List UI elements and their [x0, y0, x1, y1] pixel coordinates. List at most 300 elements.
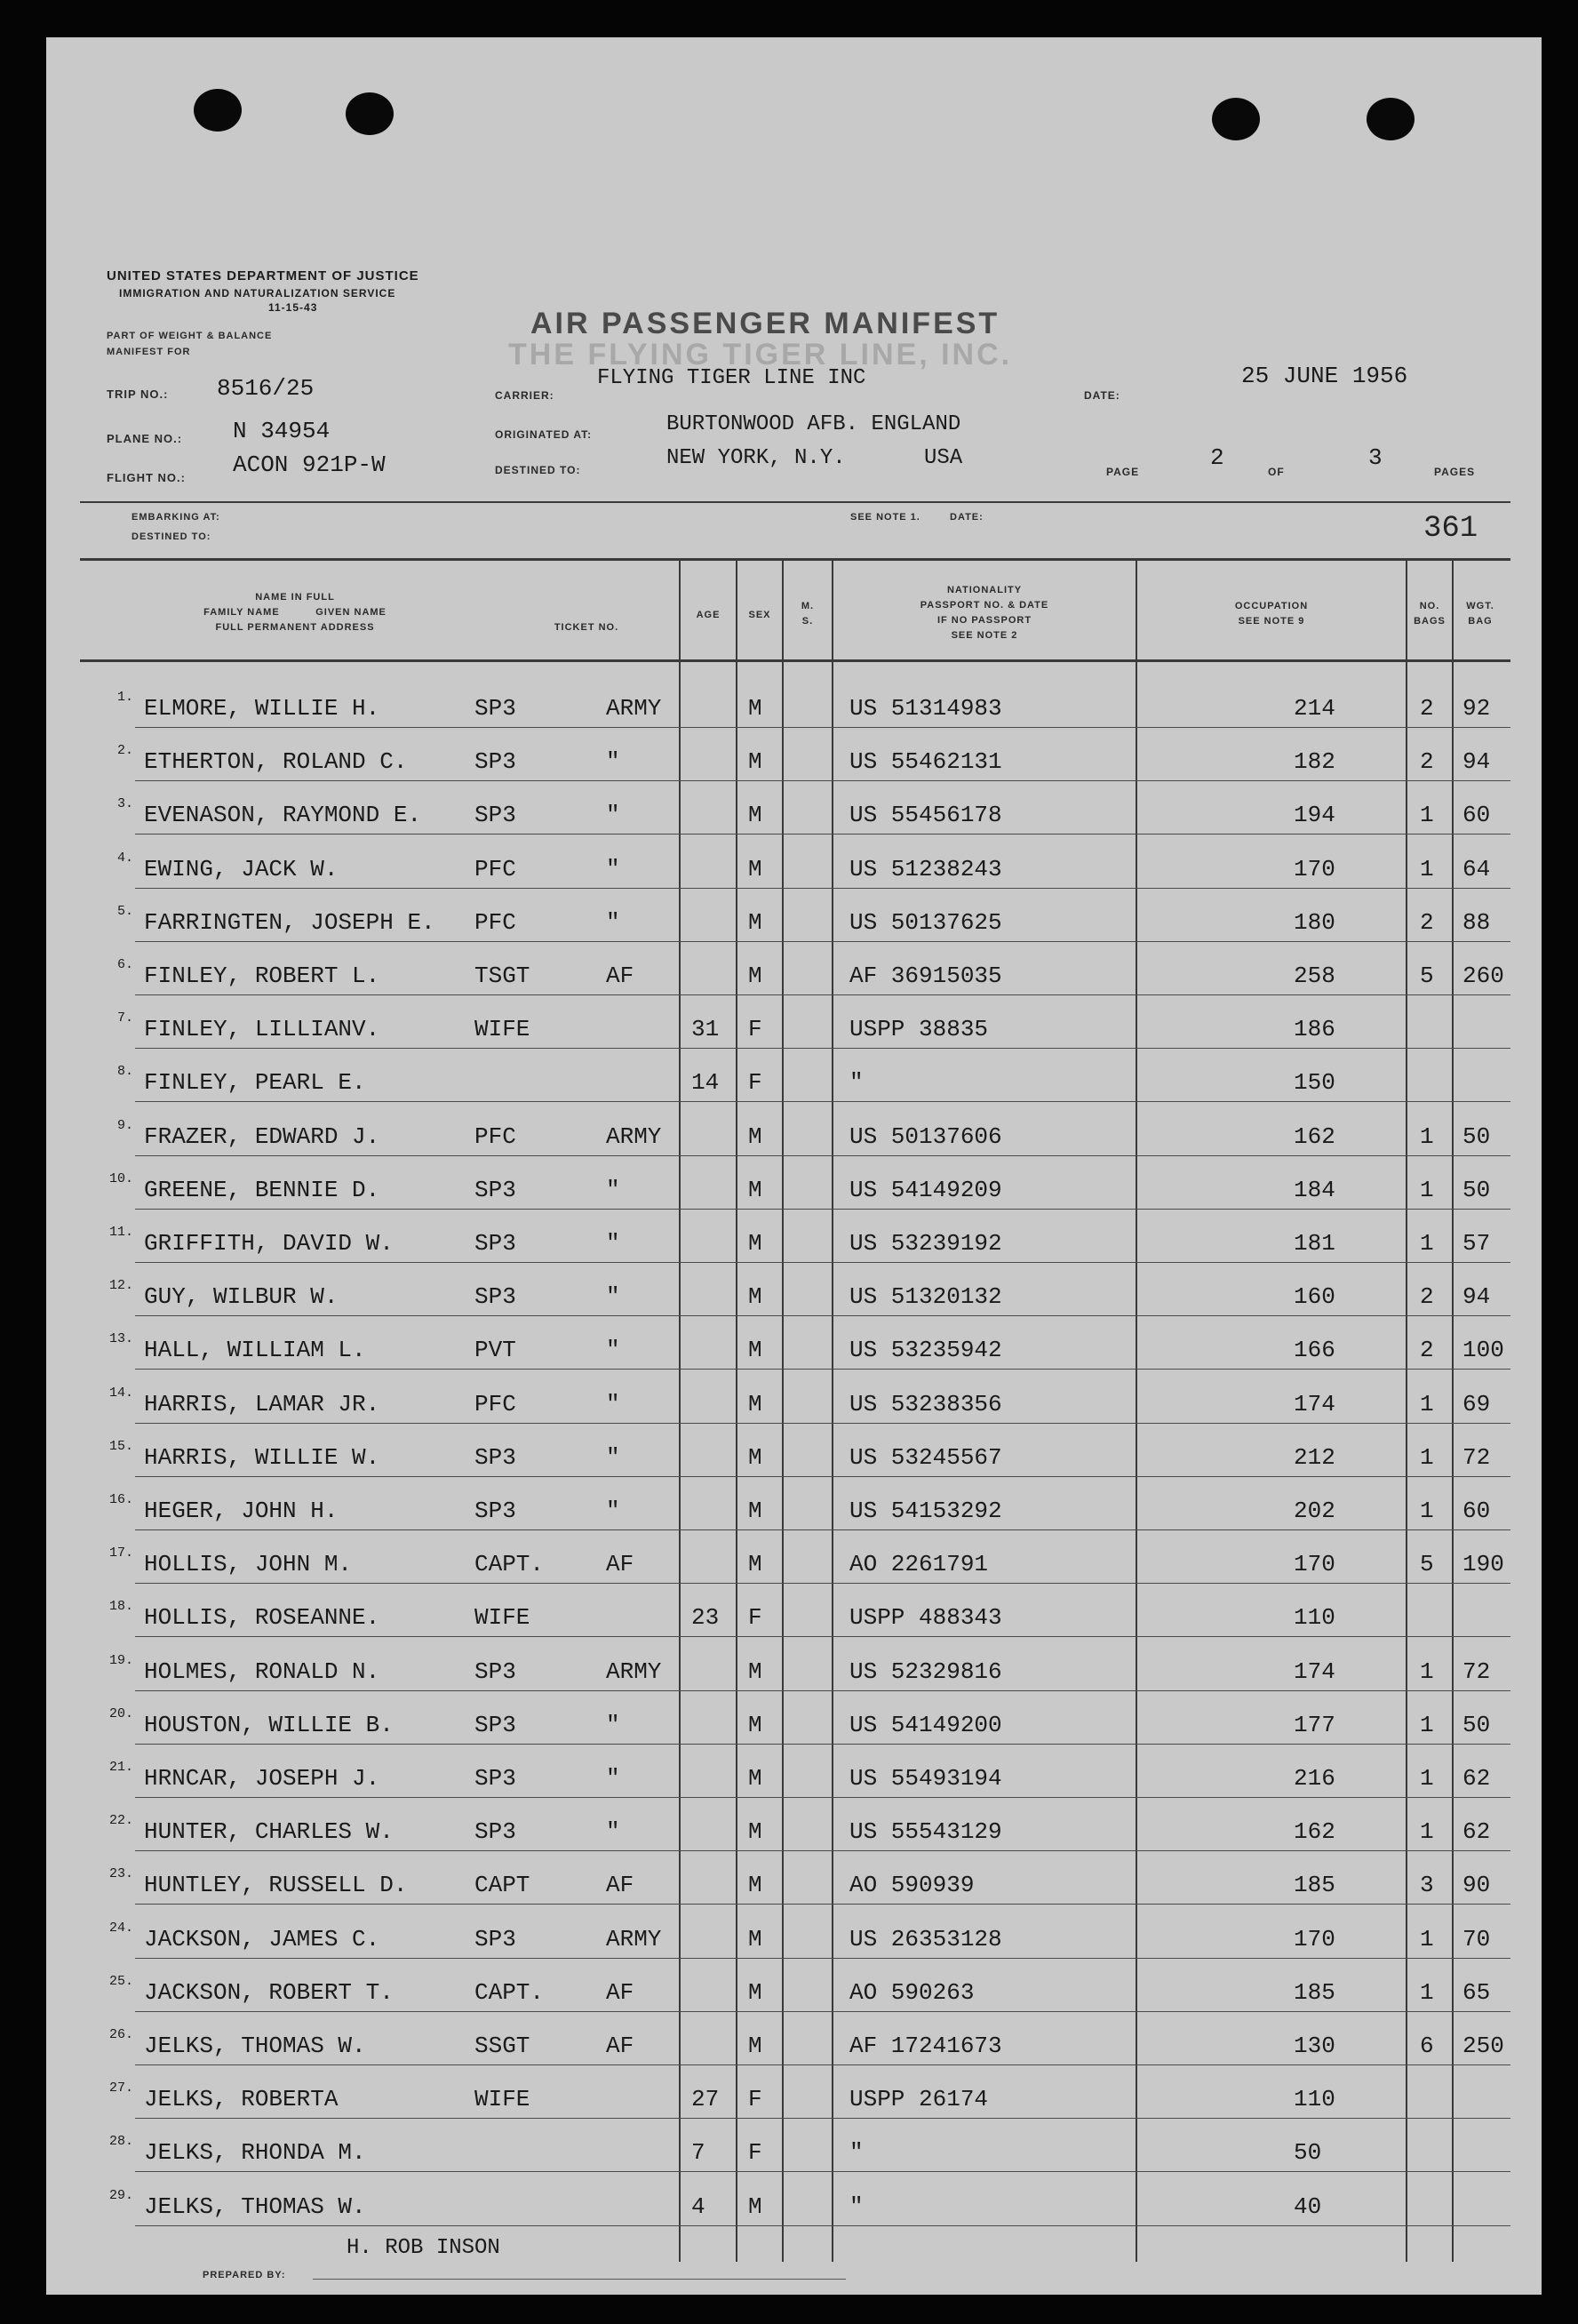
- punch-hole-4: [1367, 98, 1415, 140]
- passenger-name: JACKSON, ROBERT T.: [144, 1978, 394, 2006]
- passenger-sex: M: [748, 855, 762, 882]
- bag-count: 6: [1420, 2033, 1434, 2059]
- col-header-name-2: FAMILY NAME GIVEN NAME: [203, 607, 387, 618]
- bag-count: 3: [1420, 1872, 1434, 1899]
- passenger-sex: M: [748, 1818, 762, 1846]
- row-rule: [135, 888, 1510, 889]
- passport-number: AO 590263: [849, 1978, 975, 2006]
- col-header-ms: [784, 599, 832, 629]
- table-row: [46, 1908, 1542, 1961]
- bag-weight: 60: [1462, 802, 1491, 829]
- passenger-rank: SP3: [474, 1230, 516, 1257]
- row-number: 20.: [108, 1705, 133, 1721]
- passenger-weight: 174: [1294, 1657, 1335, 1685]
- row-number: 8.: [116, 1064, 133, 1080]
- passenger-weight: 40: [1294, 2192, 1322, 2220]
- passenger-rank: SP3: [474, 1657, 516, 1685]
- agency-line-2: IMMIGRATION AND NATURALIZATION SERVICE: [119, 287, 396, 299]
- passenger-rank: CAPT.: [474, 1551, 545, 1578]
- passenger-name: JACKSON, JAMES C.: [144, 1925, 380, 1953]
- passenger-age: 23: [691, 1604, 720, 1632]
- bag-weight: 190: [1462, 1551, 1504, 1578]
- row-rule: [135, 1850, 1510, 1851]
- bag-weight: 250: [1462, 2033, 1504, 2059]
- passenger-weight: 216: [1294, 1765, 1335, 1792]
- passenger-sex: M: [748, 1872, 762, 1899]
- table-row: [46, 1533, 1542, 1586]
- row-rule: [135, 994, 1510, 995]
- row-rule: [135, 1048, 1510, 1049]
- passenger-weight: 130: [1294, 2033, 1335, 2059]
- passenger-weight: 170: [1294, 1551, 1335, 1578]
- agency-line-3: 11-15-43: [268, 301, 318, 314]
- passenger-weight: 212: [1294, 1443, 1335, 1471]
- originated-label: ORIGINATED AT:: [495, 428, 593, 441]
- row-rule: [135, 1904, 1510, 1905]
- col-header-age: AGE: [696, 610, 721, 620]
- passenger-rank: WIFE: [474, 1604, 530, 1632]
- row-number: 15.: [108, 1438, 133, 1454]
- page-label: PAGE: [1106, 466, 1140, 478]
- ticket-number: ": [606, 908, 620, 936]
- ticket-number: AF: [606, 1872, 634, 1899]
- passenger-rank: SP3: [474, 695, 516, 722]
- col-header-ms-2: S.: [801, 616, 814, 627]
- passenger-rank: SP3: [474, 1765, 516, 1792]
- passenger-name: JELKS, THOMAS W.: [144, 2192, 366, 2220]
- passenger-sex: M: [748, 1176, 762, 1203]
- row-number: 1.: [116, 690, 133, 705]
- flight-number: ACON 921P-W: [233, 451, 386, 478]
- see-note-label: SEE NOTE 1.: [850, 512, 920, 523]
- table-row: [46, 2176, 1542, 2229]
- table-row: [46, 677, 1542, 731]
- ticket-number: ARMY: [606, 1122, 662, 1150]
- bag-count: 1: [1420, 1122, 1434, 1150]
- row-number: 3.: [116, 796, 133, 812]
- passenger-sex: M: [748, 962, 762, 989]
- passenger-sex: M: [748, 1765, 762, 1792]
- row-rule: [135, 1690, 1510, 1691]
- passenger-name: FINLEY, LILLIANV.: [144, 1016, 380, 1043]
- col-header-occ-2: SEE NOTE 9: [1238, 616, 1305, 627]
- passenger-rank: PFC: [474, 908, 516, 936]
- row-rule: [135, 2225, 1510, 2226]
- ticket-number: AF: [606, 1978, 634, 2006]
- punch-hole-3: [1212, 98, 1260, 140]
- passport-number: US 52329816: [849, 1657, 1002, 1685]
- passenger-weight: 50: [1294, 2139, 1322, 2167]
- passenger-rank: PVT: [474, 1337, 516, 1364]
- passenger-rank: SP3: [474, 1497, 516, 1524]
- passport-number: USPP 488343: [849, 1604, 1002, 1632]
- passenger-weight: 184: [1294, 1176, 1335, 1203]
- passenger-name: HOLLIS, ROSEANNE.: [144, 1604, 380, 1632]
- table-row: [46, 1961, 1542, 2015]
- passenger-weight: 110: [1294, 1604, 1335, 1632]
- passenger-weight: 185: [1294, 1872, 1335, 1899]
- table-row: [46, 1641, 1542, 1694]
- bag-count: 5: [1420, 1551, 1434, 1578]
- row-rule: [135, 2118, 1510, 2119]
- passenger-name: GUY, WILBUR W.: [144, 1283, 339, 1311]
- bag-count: 1: [1420, 1657, 1434, 1685]
- col-header-nationality: [833, 583, 1136, 643]
- col-header-nat-4: SEE NOTE 2: [951, 630, 1018, 641]
- passenger-sex: M: [748, 2033, 762, 2059]
- passenger-sex: M: [748, 908, 762, 936]
- ticket-number: ": [606, 1337, 620, 1364]
- passport-number: AO 590939: [849, 1872, 975, 1899]
- passenger-name: JELKS, THOMAS W.: [144, 2033, 366, 2059]
- passenger-sex: F: [748, 1604, 762, 1632]
- bag-weight: 88: [1462, 908, 1491, 936]
- row-rule: [135, 1369, 1510, 1370]
- passenger-name: FINLEY, ROBERT L.: [144, 962, 380, 989]
- bag-weight: 94: [1462, 748, 1491, 776]
- passenger-weight: 162: [1294, 1818, 1335, 1846]
- passenger-name: FRAZER, EDWARD J.: [144, 1122, 380, 1150]
- bag-weight: 100: [1462, 1337, 1504, 1364]
- table-row: [46, 1106, 1542, 1159]
- passport-number: US 51314983: [849, 695, 1002, 722]
- passenger-rank: SP3: [474, 1176, 516, 1203]
- bag-count: 2: [1420, 1337, 1434, 1364]
- passenger-weight: 150: [1294, 1069, 1335, 1097]
- date-value: 25 JUNE 1956: [1241, 363, 1408, 389]
- passenger-name: HOLLIS, JOHN M.: [144, 1551, 353, 1578]
- passenger-rank: CAPT.: [474, 1978, 545, 2006]
- bag-weight: 72: [1462, 1657, 1491, 1685]
- ticket-number: ": [606, 1176, 620, 1203]
- table-header-bottom-line: [80, 659, 1510, 662]
- prepared-by-value: H. ROB INSON: [347, 2236, 500, 2260]
- passport-number: US 51320132: [849, 1283, 1002, 1311]
- table-row: [46, 1266, 1542, 1319]
- passport-number: AO 2261791: [849, 1551, 989, 1578]
- ticket-number: ": [606, 802, 620, 829]
- table-row: [46, 2121, 1542, 2175]
- agency-line-1: UNITED STATES DEPARTMENT OF JUSTICE: [107, 268, 419, 284]
- passport-number: US 53245567: [849, 1443, 1002, 1471]
- passenger-name: FARRINGTEN, JOSEPH E.: [144, 908, 435, 936]
- row-number: 13.: [108, 1331, 133, 1347]
- passenger-rank: SP3: [474, 1443, 516, 1471]
- row-rule: [135, 727, 1510, 728]
- passenger-name: JELKS, RHONDA M.: [144, 2139, 366, 2167]
- bag-weight: 90: [1462, 1872, 1491, 1899]
- row-number: 24.: [108, 1920, 133, 1936]
- bag-weight: 60: [1462, 1497, 1491, 1524]
- col-header-nat-2: PASSPORT NO. & DATE: [920, 600, 1049, 611]
- ticket-number: ": [606, 1443, 620, 1471]
- col-header-wgt: [1454, 599, 1507, 629]
- bag-weight: 50: [1462, 1711, 1491, 1738]
- row-number: 7.: [116, 1010, 133, 1026]
- passenger-sex: M: [748, 1551, 762, 1578]
- col-header-ms-1: M.: [801, 601, 815, 611]
- table-row: [46, 784, 1542, 837]
- passport-number: US 54149200: [849, 1711, 1002, 1738]
- passenger-sex: M: [748, 802, 762, 829]
- row-rule: [135, 1797, 1510, 1798]
- flight-label: FLIGHT NO.:: [107, 471, 186, 484]
- ticket-number: ARMY: [606, 1657, 662, 1685]
- passenger-name: EVENASON, RAYMOND E.: [144, 802, 422, 829]
- date2-label: DATE:: [950, 512, 984, 523]
- bag-weight: 62: [1462, 1765, 1491, 1792]
- col-header-sex: SEX: [748, 610, 771, 620]
- passport-number: USPP 26174: [849, 2086, 989, 2113]
- col-header-occ-1: OCCUPATION: [1234, 601, 1309, 611]
- ticket-number: ARMY: [606, 695, 662, 722]
- table-row: [46, 1801, 1542, 1854]
- row-rule: [135, 1262, 1510, 1263]
- row-number: 19.: [108, 1652, 133, 1668]
- passenger-rank: CAPT: [474, 1872, 530, 1899]
- table-row: [46, 1426, 1542, 1480]
- passenger-sex: M: [748, 2192, 762, 2220]
- row-rule: [135, 1101, 1510, 1102]
- passenger-rank: SP3: [474, 1283, 516, 1311]
- row-rule: [135, 1423, 1510, 1424]
- passport-number: US 26353128: [849, 1925, 1002, 1953]
- row-rule: [135, 1744, 1510, 1745]
- table-row: [46, 838, 1542, 891]
- passenger-weight: 110: [1294, 2086, 1335, 2113]
- embarking-label: EMBARKING AT:: [132, 512, 220, 523]
- row-number: 11.: [108, 1225, 133, 1240]
- table-row: [46, 731, 1542, 784]
- passenger-rank: PFC: [474, 1390, 516, 1418]
- passport-number: USPP 38835: [849, 1016, 989, 1043]
- of-pages-number: 3: [1368, 444, 1383, 471]
- passenger-name: HOLMES, RONALD N.: [144, 1657, 380, 1685]
- passenger-weight: 202: [1294, 1497, 1335, 1524]
- row-number: 25.: [108, 1973, 133, 1989]
- table-row: [46, 998, 1542, 1051]
- row-number: 18.: [108, 1599, 133, 1615]
- row-rule: [135, 780, 1510, 781]
- passenger-rank: WIFE: [474, 1016, 530, 1043]
- row-number: 21.: [108, 1760, 133, 1775]
- row-number: 6.: [116, 957, 133, 972]
- col-header-bags-1: NO.: [1419, 601, 1440, 611]
- passenger-weight: 180: [1294, 908, 1335, 936]
- passenger-sex: M: [748, 695, 762, 722]
- row-rule: [135, 2171, 1510, 2172]
- destined-label: DESTINED TO:: [495, 464, 581, 476]
- ticket-number: ": [606, 1818, 620, 1846]
- passport-number: US 53239192: [849, 1230, 1002, 1257]
- bag-weight: 50: [1462, 1176, 1491, 1203]
- passenger-rank: WIFE: [474, 2086, 530, 2113]
- row-number: 2.: [116, 743, 133, 759]
- row-number: 12.: [108, 1278, 133, 1294]
- passport-number: US 53238356: [849, 1390, 1002, 1418]
- table-row: [46, 891, 1542, 945]
- part-of-label-2: MANIFEST FOR: [107, 347, 191, 357]
- passenger-name: HALL, WILLIAM L.: [144, 1337, 366, 1364]
- table-row: [46, 1747, 1542, 1801]
- date-label: DATE:: [1084, 389, 1120, 402]
- table-row: [46, 1319, 1542, 1372]
- passenger-rank: SP3: [474, 1711, 516, 1738]
- passenger-sex: F: [748, 1069, 762, 1097]
- row-rule: [135, 941, 1510, 942]
- passenger-rank: SP3: [474, 1925, 516, 1953]
- row-number: 26.: [108, 2027, 133, 2042]
- table-row: [46, 2068, 1542, 2121]
- row-rule: [135, 1315, 1510, 1316]
- row-number: 17.: [108, 1545, 133, 1561]
- ticket-number: ": [606, 1230, 620, 1257]
- stamp-number: 361: [1423, 512, 1478, 546]
- bag-weight: 50: [1462, 1122, 1491, 1150]
- passport-number: US 55462131: [849, 748, 1002, 776]
- passport-number: ": [849, 2192, 864, 2220]
- col-header-bags-2: BAGS: [1414, 616, 1446, 627]
- passport-number: US 55543129: [849, 1818, 1002, 1846]
- header-divider: [80, 501, 1510, 503]
- passenger-sex: M: [748, 1337, 762, 1364]
- passenger-rank: SP3: [474, 802, 516, 829]
- passenger-name: GRIFFITH, DAVID W.: [144, 1230, 394, 1257]
- row-number: 4.: [116, 850, 133, 866]
- ticket-number: ": [606, 855, 620, 882]
- bag-weight: 65: [1462, 1978, 1491, 2006]
- bag-count: 1: [1420, 1765, 1434, 1792]
- bag-count: 2: [1420, 908, 1434, 936]
- originated-value: BURTONWOOD AFB. ENGLAND: [666, 412, 961, 436]
- passenger-rank: PFC: [474, 855, 516, 882]
- passenger-weight: 186: [1294, 1016, 1335, 1043]
- passenger-sex: F: [748, 2139, 762, 2167]
- row-number: 22.: [108, 1813, 133, 1829]
- bag-count: 1: [1420, 1176, 1434, 1203]
- passport-number: US 54153292: [849, 1497, 1002, 1524]
- passenger-name: HARRIS, LAMAR JR.: [144, 1390, 380, 1418]
- plane-label: PLANE NO.:: [107, 432, 183, 445]
- row-number: 27.: [108, 2080, 133, 2096]
- bag-weight: 62: [1462, 1818, 1491, 1846]
- row-number: 9.: [116, 1117, 133, 1133]
- col-header-nat-3: IF NO PASSPORT: [936, 615, 1032, 626]
- passport-number: ": [849, 2139, 864, 2167]
- passenger-weight: 177: [1294, 1711, 1335, 1738]
- punch-hole-1: [194, 89, 242, 132]
- page-number: 2: [1210, 444, 1224, 471]
- table-top-line: [80, 558, 1510, 561]
- passport-number: ": [849, 1069, 864, 1097]
- col-header-name: [126, 590, 464, 635]
- passenger-name: HUNTER, CHARLES W.: [144, 1818, 394, 1846]
- bag-count: 1: [1420, 1443, 1434, 1471]
- passenger-sex: F: [748, 1016, 762, 1043]
- bag-count: 1: [1420, 1497, 1434, 1524]
- ticket-number: ": [606, 1765, 620, 1792]
- passenger-sex: M: [748, 1283, 762, 1311]
- ticket-number: ": [606, 1497, 620, 1524]
- passenger-name: JELKS, ROBERTA: [144, 2086, 339, 2113]
- passenger-sex: F: [748, 2086, 762, 2113]
- col-header-bags: [1407, 599, 1452, 629]
- passenger-weight: 194: [1294, 802, 1335, 829]
- bag-weight: 69: [1462, 1390, 1491, 1418]
- passenger-age: 14: [691, 1069, 720, 1097]
- ticket-number: ": [606, 748, 620, 776]
- row-rule: [135, 1529, 1510, 1530]
- row-rule: [135, 834, 1510, 835]
- bag-count: 1: [1420, 855, 1434, 882]
- table-row: [46, 945, 1542, 998]
- passenger-weight: 170: [1294, 855, 1335, 882]
- passenger-age: 31: [691, 1016, 720, 1043]
- pages-label: PAGES: [1434, 466, 1476, 478]
- passenger-age: 4: [691, 2192, 705, 2220]
- plane-number: N 34954: [233, 418, 331, 444]
- passenger-weight: 181: [1294, 1230, 1335, 1257]
- passport-number: US 54149209: [849, 1176, 1002, 1203]
- punch-hole-2: [346, 92, 394, 135]
- row-number: 14.: [108, 1385, 133, 1401]
- ticket-number: ARMY: [606, 1925, 662, 1953]
- row-rule: [135, 1583, 1510, 1584]
- passport-number: US 55456178: [849, 802, 1002, 829]
- company-title: THE FLYING TIGER LINE, INC.: [508, 338, 1013, 371]
- passenger-weight: 170: [1294, 1925, 1335, 1953]
- passenger-age: 7: [691, 2139, 705, 2167]
- passport-number: US 50137625: [849, 908, 1002, 936]
- part-of-label-1: PART OF WEIGHT & BALANCE: [107, 331, 273, 341]
- prepared-by-line: [313, 2279, 846, 2280]
- table-row: [46, 1854, 1542, 1907]
- form-title: AIR PASSENGER MANIFEST: [530, 307, 1000, 340]
- passenger-sex: M: [748, 748, 762, 776]
- ticket-number: ": [606, 1390, 620, 1418]
- passenger-rank: SP3: [474, 1818, 516, 1846]
- passenger-rank: SP3: [474, 748, 516, 776]
- bag-weight: 64: [1462, 855, 1491, 882]
- passenger-name: GREENE, BENNIE D.: [144, 1176, 380, 1203]
- passenger-age: 27: [691, 2086, 720, 2113]
- passenger-name: ELMORE, WILLIE H.: [144, 695, 380, 722]
- bag-weight: 72: [1462, 1443, 1491, 1471]
- ticket-number: ": [606, 1283, 620, 1311]
- table-row: [46, 1373, 1542, 1426]
- bag-count: 1: [1420, 1925, 1434, 1953]
- row-rule: [135, 1476, 1510, 1477]
- row-number: 28.: [108, 2134, 133, 2150]
- row-rule: [135, 1958, 1510, 1959]
- passenger-weight: 166: [1294, 1337, 1335, 1364]
- passport-number: US 50137606: [849, 1122, 1002, 1150]
- passport-number: US 55493194: [849, 1765, 1002, 1792]
- bag-count: 1: [1420, 1978, 1434, 2006]
- table-row: [46, 1586, 1542, 1640]
- bag-count: 1: [1420, 802, 1434, 829]
- passenger-sex: M: [748, 1925, 762, 1953]
- passenger-name: EWING, JACK W.: [144, 855, 339, 882]
- row-number: 5.: [116, 903, 133, 919]
- passport-number: US 53235942: [849, 1337, 1002, 1364]
- passenger-sex: M: [748, 1978, 762, 2006]
- trip-number: 8516/25: [217, 375, 315, 402]
- bag-count: 2: [1420, 1283, 1434, 1311]
- row-rule: [135, 2064, 1510, 2065]
- table-row: [46, 1051, 1542, 1105]
- ticket-number: ": [606, 1711, 620, 1738]
